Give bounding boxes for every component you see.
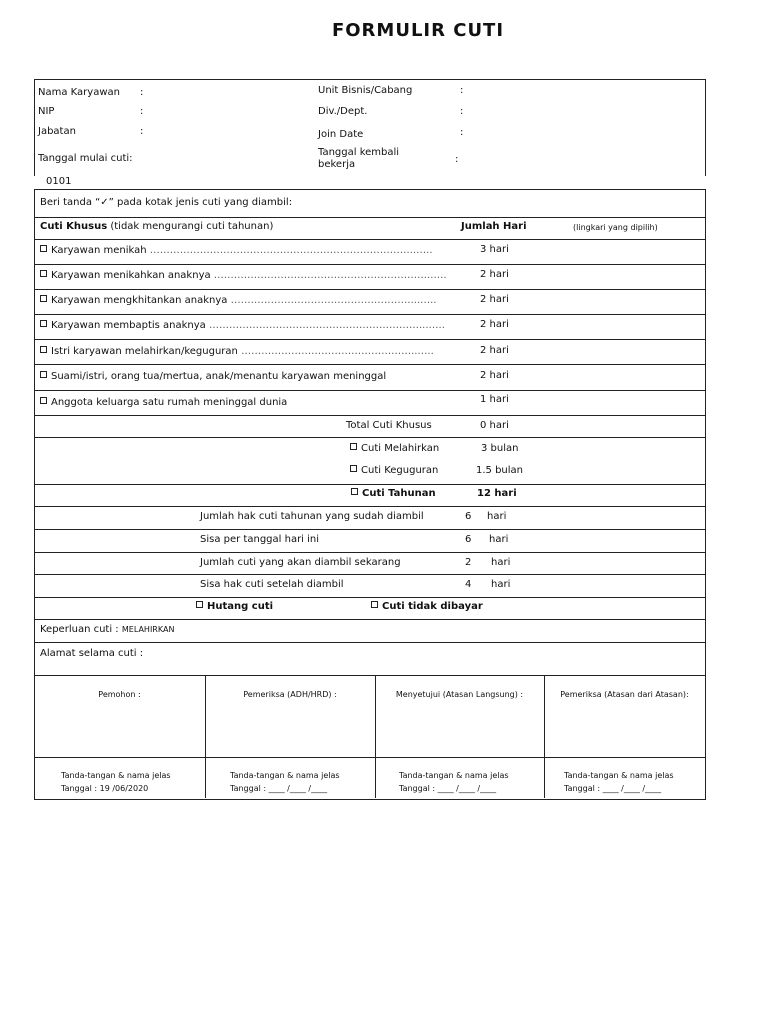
sig-date: Tanggal : ____ /____ /____ bbox=[399, 784, 497, 793]
cuti-tidak-dibayar[interactable]: Cuti tidak dibayar bbox=[371, 601, 483, 612]
tahunan-value: 12 hari bbox=[477, 488, 517, 499]
sig-date: Tanggal : 19 /06/2020 bbox=[61, 784, 149, 793]
khusus-days: 2 hari bbox=[480, 294, 509, 305]
mulai-cuti-label: Tanggal mulai cuti: bbox=[38, 153, 133, 164]
sig-sign-label: Tanda-tangan & nama jelas bbox=[399, 771, 509, 780]
kembali-label-2: bekerja bbox=[318, 159, 356, 170]
keperluan-label: Keperluan cuti : bbox=[40, 624, 119, 635]
tahunan-row-num: 2 bbox=[465, 557, 472, 568]
khusus-days: 2 hari bbox=[480, 345, 509, 356]
checkbox-icon[interactable] bbox=[40, 295, 47, 302]
keguguran-value: 1.5 bulan bbox=[476, 465, 524, 476]
khusus-item-istri-melahirkan[interactable]: Istri karyawan melahirkan/keguguran ……………………………………………..….. bbox=[40, 346, 434, 357]
checkbox-icon[interactable] bbox=[350, 443, 357, 450]
khusus-days: 1 hari bbox=[480, 394, 509, 405]
checkbox-icon[interactable] bbox=[40, 346, 47, 353]
sig-role-atasan: Menyetujui (Atasan Langsung) : bbox=[395, 690, 524, 699]
khusus-days: 3 hari bbox=[480, 244, 509, 255]
join-label: Join Date bbox=[318, 129, 364, 140]
sig-sign-label: Tanda-tangan & nama jelas bbox=[564, 771, 674, 780]
nip-colon: : bbox=[140, 106, 144, 117]
sig-sign-label: Tanda-tangan & nama jelas bbox=[230, 771, 340, 780]
checkbox-icon[interactable] bbox=[40, 371, 47, 378]
khusus-item-menikahkan[interactable]: Karyawan menikahkan anaknya ………………………………………………………..….. bbox=[40, 270, 447, 281]
sig-role-atasan-atasan: Pemeriksa (Atasan dari Atasan): bbox=[560, 690, 689, 699]
unit-colon: : bbox=[460, 85, 464, 96]
nama-label: Nama Karyawan bbox=[38, 87, 120, 98]
keperluan-value[interactable]: MELAHIRKAN bbox=[121, 625, 175, 634]
sig-role-hrd: Pemeriksa (ADH/HRD) : bbox=[243, 690, 337, 699]
lingkari-note: (lingkari yang dipilih) bbox=[573, 223, 658, 232]
tahunan-row-num: 4 bbox=[465, 579, 472, 590]
jumlah-hari-label: Jumlah Hari bbox=[461, 221, 527, 232]
checkbox-icon[interactable] bbox=[196, 601, 203, 608]
checkbox-icon[interactable] bbox=[351, 488, 358, 495]
khusus-item-menikah[interactable]: Karyawan menikah ……………………………………………………………………..….. bbox=[40, 245, 433, 256]
checkbox-icon[interactable] bbox=[350, 465, 357, 472]
join-colon: : bbox=[460, 127, 464, 138]
total-khusus-value: 0 hari bbox=[480, 420, 509, 431]
cuti-melahirkan[interactable]: Cuti Melahirkan bbox=[350, 443, 439, 454]
khusus-item-baptis[interactable]: Karyawan membaptis anaknya ………………………………………………………...….. bbox=[40, 320, 445, 331]
tahunan-row-unit: hari bbox=[491, 579, 511, 590]
tahunan-row-num: 6 bbox=[465, 511, 472, 522]
sig-sign-label: Tanda-tangan & nama jelas bbox=[61, 771, 171, 780]
tahunan-row-label: Sisa hak cuti setelah diambil bbox=[200, 579, 344, 590]
cuti-khusus-note: (tidak mengurangi cuti tahunan) bbox=[110, 221, 274, 232]
total-khusus-label: Total Cuti Khusus bbox=[346, 420, 432, 431]
form-title: FORMULIR CUTI bbox=[331, 20, 505, 41]
jabatan-colon: : bbox=[140, 126, 144, 137]
khusus-days: 2 hari bbox=[480, 319, 509, 330]
checkbox-icon[interactable] bbox=[40, 397, 47, 404]
tahunan-row-unit: hari bbox=[487, 511, 507, 522]
tahunan-row-label: Sisa per tanggal hari ini bbox=[200, 534, 320, 545]
khusus-item-khitan[interactable]: Karyawan mengkhitankan anaknya ………………………………………………...….. bbox=[40, 295, 437, 306]
checkbox-icon[interactable] bbox=[40, 245, 47, 252]
khusus-days: 2 hari bbox=[480, 370, 509, 381]
cuti-khusus-heading bbox=[40, 221, 273, 232]
khusus-item-keluarga-meninggal[interactable]: Anggota keluarga satu rumah meninggal dunia bbox=[40, 397, 287, 408]
nip-label: NIP bbox=[38, 106, 55, 117]
tahunan-row-label: Jumlah cuti yang akan diambil sekarang bbox=[200, 557, 401, 568]
melahirkan-value: 3 bulan bbox=[481, 443, 519, 454]
cuti-keguguran[interactable]: Cuti Keguguran bbox=[350, 465, 438, 476]
kembali-colon: : bbox=[455, 154, 459, 165]
tahunan-row-label: Jumlah hak cuti tahunan yang sudah diambil bbox=[200, 511, 424, 522]
tahunan-row-unit: hari bbox=[489, 534, 509, 545]
sig-role-pemohon: Pemohon : bbox=[98, 690, 141, 699]
sig-date: Tanggal : ____ /____ /____ bbox=[230, 784, 328, 793]
checkbox-icon[interactable] bbox=[40, 270, 47, 277]
instruction-text: Beri tanda “✓” pada kotak jenis cuti yang diambil: bbox=[40, 197, 293, 208]
khusus-item-meninggal[interactable]: Suami/istri, orang tua/mertua, anak/menantu karyawan meninggal bbox=[40, 371, 386, 382]
khusus-days: 2 hari bbox=[480, 269, 509, 280]
div-colon: : bbox=[460, 106, 464, 117]
form-code: 0101 bbox=[46, 176, 72, 187]
nama-colon: : bbox=[140, 87, 144, 98]
cuti-khusus-bold: Cuti Khusus bbox=[40, 221, 108, 232]
alamat-label: Alamat selama cuti : bbox=[40, 648, 144, 659]
tahunan-row-num: 6 bbox=[465, 534, 472, 545]
div-label: Div./Dept. bbox=[318, 106, 368, 117]
tahunan-row-unit: hari bbox=[491, 557, 511, 568]
checkbox-icon[interactable] bbox=[371, 601, 378, 608]
jabatan-label: Jabatan bbox=[38, 126, 76, 137]
kembali-label-1: Tanggal kembali bbox=[318, 147, 400, 158]
hutang-cuti[interactable]: Hutang cuti bbox=[196, 601, 273, 612]
sig-date: Tanggal : ____ /____ /____ bbox=[564, 784, 662, 793]
keperluan-row bbox=[40, 624, 174, 635]
cuti-tahunan[interactable]: Cuti Tahunan bbox=[351, 488, 436, 499]
checkbox-icon[interactable] bbox=[40, 320, 47, 327]
unit-label: Unit Bisnis/Cabang bbox=[318, 85, 413, 96]
